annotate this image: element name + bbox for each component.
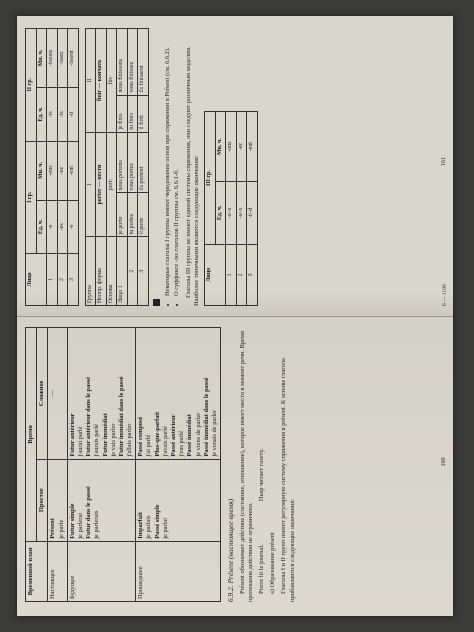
book-spread xyxy=(17,16,453,616)
ending-cell: -ez xyxy=(57,141,68,200)
form-cell: je finis xyxy=(117,95,128,132)
header-person: Лицо xyxy=(26,253,47,305)
form-cell: vous finissez xyxy=(127,29,138,96)
tense-table xyxy=(25,327,221,602)
subsection-heading: а) Образование présent xyxy=(269,532,277,594)
tense-example: j'aurai parlé xyxy=(76,426,84,457)
tense-name: Futur antérieur dans le passé xyxy=(85,376,93,457)
stem-fin: fin- xyxy=(106,29,117,133)
infinitive-label: Неопр. форма xyxy=(96,237,107,306)
tense-name: Futur immédiat dans le passé xyxy=(117,376,125,457)
form-cell: ils portent xyxy=(138,132,149,193)
ending-cell: -ez xyxy=(236,112,247,181)
ending-cell: -is xyxy=(57,88,68,141)
complex-cell xyxy=(136,328,221,460)
page-number-left: 160 xyxy=(441,457,448,467)
tense-name: Passé composé xyxy=(137,416,145,457)
paragraph-group3: Глаголы III группы не имеют единой системы спряжения, они следуют различным моделям. Наиболее типичными являются следующие окончания: xyxy=(184,46,200,306)
infinitive-porter: porter — нести xyxy=(96,132,107,237)
table-row xyxy=(48,328,67,602)
tense-example: je parle xyxy=(57,519,65,539)
tense-name: Futur dans le passé xyxy=(85,486,93,539)
person-cell: 3 xyxy=(68,253,79,305)
header-group1: I гр. xyxy=(26,141,37,253)
header-sg: Ед. ч. xyxy=(36,200,47,253)
table-row xyxy=(138,29,149,306)
signature-code: 6 — 1199 xyxy=(441,284,448,306)
stem-port: port- xyxy=(106,132,117,237)
tense-name: Passé immédiat xyxy=(186,414,194,457)
ending-cell: -e xyxy=(47,200,58,253)
simple-cell xyxy=(67,459,136,541)
tense-name: Passé immédiat dans le passé xyxy=(202,377,210,457)
note-marker-icon xyxy=(153,299,160,306)
table-row xyxy=(136,328,221,602)
ending-cell: -s/-x xyxy=(226,181,237,244)
tense-example: j'aurais parlé xyxy=(93,423,101,457)
form-cell: il porte xyxy=(138,193,149,237)
ending-cell: -issent xyxy=(68,29,79,88)
infinitive-finir: finir — кончать xyxy=(96,29,107,133)
tense-name: Futur antérieur xyxy=(68,413,76,457)
table-row xyxy=(68,29,79,306)
ending-cell: -issons xyxy=(47,29,58,88)
stem-label: Основа xyxy=(106,237,117,306)
tense-example: j'eus parlé xyxy=(178,430,186,457)
group1-label: I xyxy=(85,132,96,237)
header-sg: Ед. ч. xyxy=(215,181,226,244)
form-cell: tu portes xyxy=(127,193,138,237)
complex-cell xyxy=(67,328,136,460)
page-number-right: 161 xyxy=(441,157,448,166)
tense-example: je vais parler xyxy=(109,423,117,457)
tense-example: j'avais parlé xyxy=(161,426,169,457)
section-heading: 6.9.2. Présent (настоящее время) xyxy=(226,498,236,602)
ending-cell: -ons xyxy=(47,141,58,200)
header-group3: III гр. xyxy=(204,112,215,244)
example-translation: Пьер читает газету. xyxy=(257,448,265,502)
person-label: Лицо xyxy=(118,289,125,303)
person-cell: 2 xyxy=(127,237,138,306)
tense-example: je parlerai xyxy=(76,513,84,539)
header-person: Лицо xyxy=(204,244,225,305)
tense-example: j'ai parlé xyxy=(145,434,153,457)
tense-name: Présent xyxy=(49,518,57,539)
tense-name: Futur simple xyxy=(68,503,76,539)
table-row xyxy=(127,29,138,306)
table-row xyxy=(236,112,247,306)
conjugation-table xyxy=(85,28,149,306)
header-complex: Сложное xyxy=(37,328,48,460)
tense-example: je parlerais xyxy=(93,510,101,539)
form-cell: nous portons xyxy=(117,132,128,193)
ending-cell: -t/-d xyxy=(247,181,258,244)
tense-name: Futur immédiat xyxy=(101,413,109,457)
header-pl: Мн. ч. xyxy=(36,29,47,88)
plan-past: Прошедшее xyxy=(136,541,221,601)
header-group2: II гр. xyxy=(26,29,37,142)
page-160 xyxy=(17,316,453,616)
form-cell: il finit xyxy=(138,95,149,132)
example-line xyxy=(258,327,266,602)
dash: — xyxy=(49,390,57,397)
ending-cell: -it xyxy=(68,88,79,141)
tense-example: j'allais parler xyxy=(126,423,134,457)
table-row xyxy=(247,112,258,306)
paragraph-groups: Глаголы I и II групп имеют регулярную систему спряжения в présent. К основе глагола прибавляются следующие окончания: xyxy=(280,358,296,602)
tense-name: Passé antérieur xyxy=(170,414,177,457)
ending-cell: -issez xyxy=(57,29,68,88)
person-cell: 2 xyxy=(57,253,68,305)
simple-cell xyxy=(136,459,221,541)
endings-table xyxy=(25,28,79,306)
notes-block xyxy=(153,28,182,306)
example-sentence: Pierre lit le journal. xyxy=(257,544,265,594)
ending-cell: -ons xyxy=(226,112,237,181)
person-cell: 1 xyxy=(226,244,237,305)
table-row xyxy=(57,29,68,306)
person-cell: 2 xyxy=(236,244,247,305)
header-simple: Простое xyxy=(37,459,48,541)
plan-present: Настоящее xyxy=(48,541,67,601)
tense-example: je parlai xyxy=(161,517,169,539)
person-cell xyxy=(117,237,128,306)
ending-cell: -ent xyxy=(68,141,79,200)
form-cell: ils finissent xyxy=(138,29,149,96)
header-pl: Мн. ч. xyxy=(215,112,226,181)
ending-cell: -s/-x xyxy=(236,181,247,244)
plan-future: Будущее xyxy=(67,541,136,601)
group3-endings-table xyxy=(204,111,258,306)
header-plan: Временной план xyxy=(26,541,48,601)
ending-cell: -es xyxy=(57,200,68,253)
complex-cell xyxy=(48,328,67,460)
note-item: • Некоторые глаголы I группы имеют чередование основ при спряжении в Présent (см. 6.6.2). xyxy=(164,28,172,296)
person-cell: 3 xyxy=(138,237,149,306)
group2-label: II xyxy=(85,29,96,133)
header-pl: Мн. ч. xyxy=(36,141,47,200)
form-cell: nous finissons xyxy=(117,29,128,96)
header-tense: Время xyxy=(26,328,37,542)
group-label: Группа xyxy=(85,237,96,306)
tense-example: je viens de parler xyxy=(194,412,202,457)
form-cell: vous portez xyxy=(127,132,138,193)
ending-cell: -ent xyxy=(247,112,258,181)
tense-example: je parlais xyxy=(145,515,153,539)
form-cell: je porte xyxy=(117,193,128,237)
simple-cell xyxy=(48,459,67,541)
tense-name: Imparfait xyxy=(137,512,145,539)
tense-name: Plus-que-parfait xyxy=(153,411,161,457)
tense-example: je venais de parler xyxy=(210,409,218,457)
person-cell: 3 xyxy=(247,244,258,305)
person-number: 1 xyxy=(118,285,125,289)
table-row xyxy=(117,29,128,306)
note-item: • О суффиксе -iss глаголов II группы см. 6.6.1-б. xyxy=(173,28,181,296)
paragraph-present-meaning: Présent обозначает действие (состояние, отношение), которое имеет место в момент речи. Время протекания действия не ограничено. xyxy=(238,331,254,602)
ending-cell: -e xyxy=(68,200,79,253)
tense-name: Passé simple xyxy=(153,504,161,539)
form-cell: tu finis xyxy=(127,95,138,132)
table-row xyxy=(226,112,237,306)
page-161 xyxy=(17,16,453,316)
table-row xyxy=(67,328,136,602)
header-sg: Ед. ч. xyxy=(36,88,47,141)
person-cell: 1 xyxy=(47,253,58,305)
ending-cell: -is xyxy=(47,88,58,141)
table-row xyxy=(47,29,58,306)
